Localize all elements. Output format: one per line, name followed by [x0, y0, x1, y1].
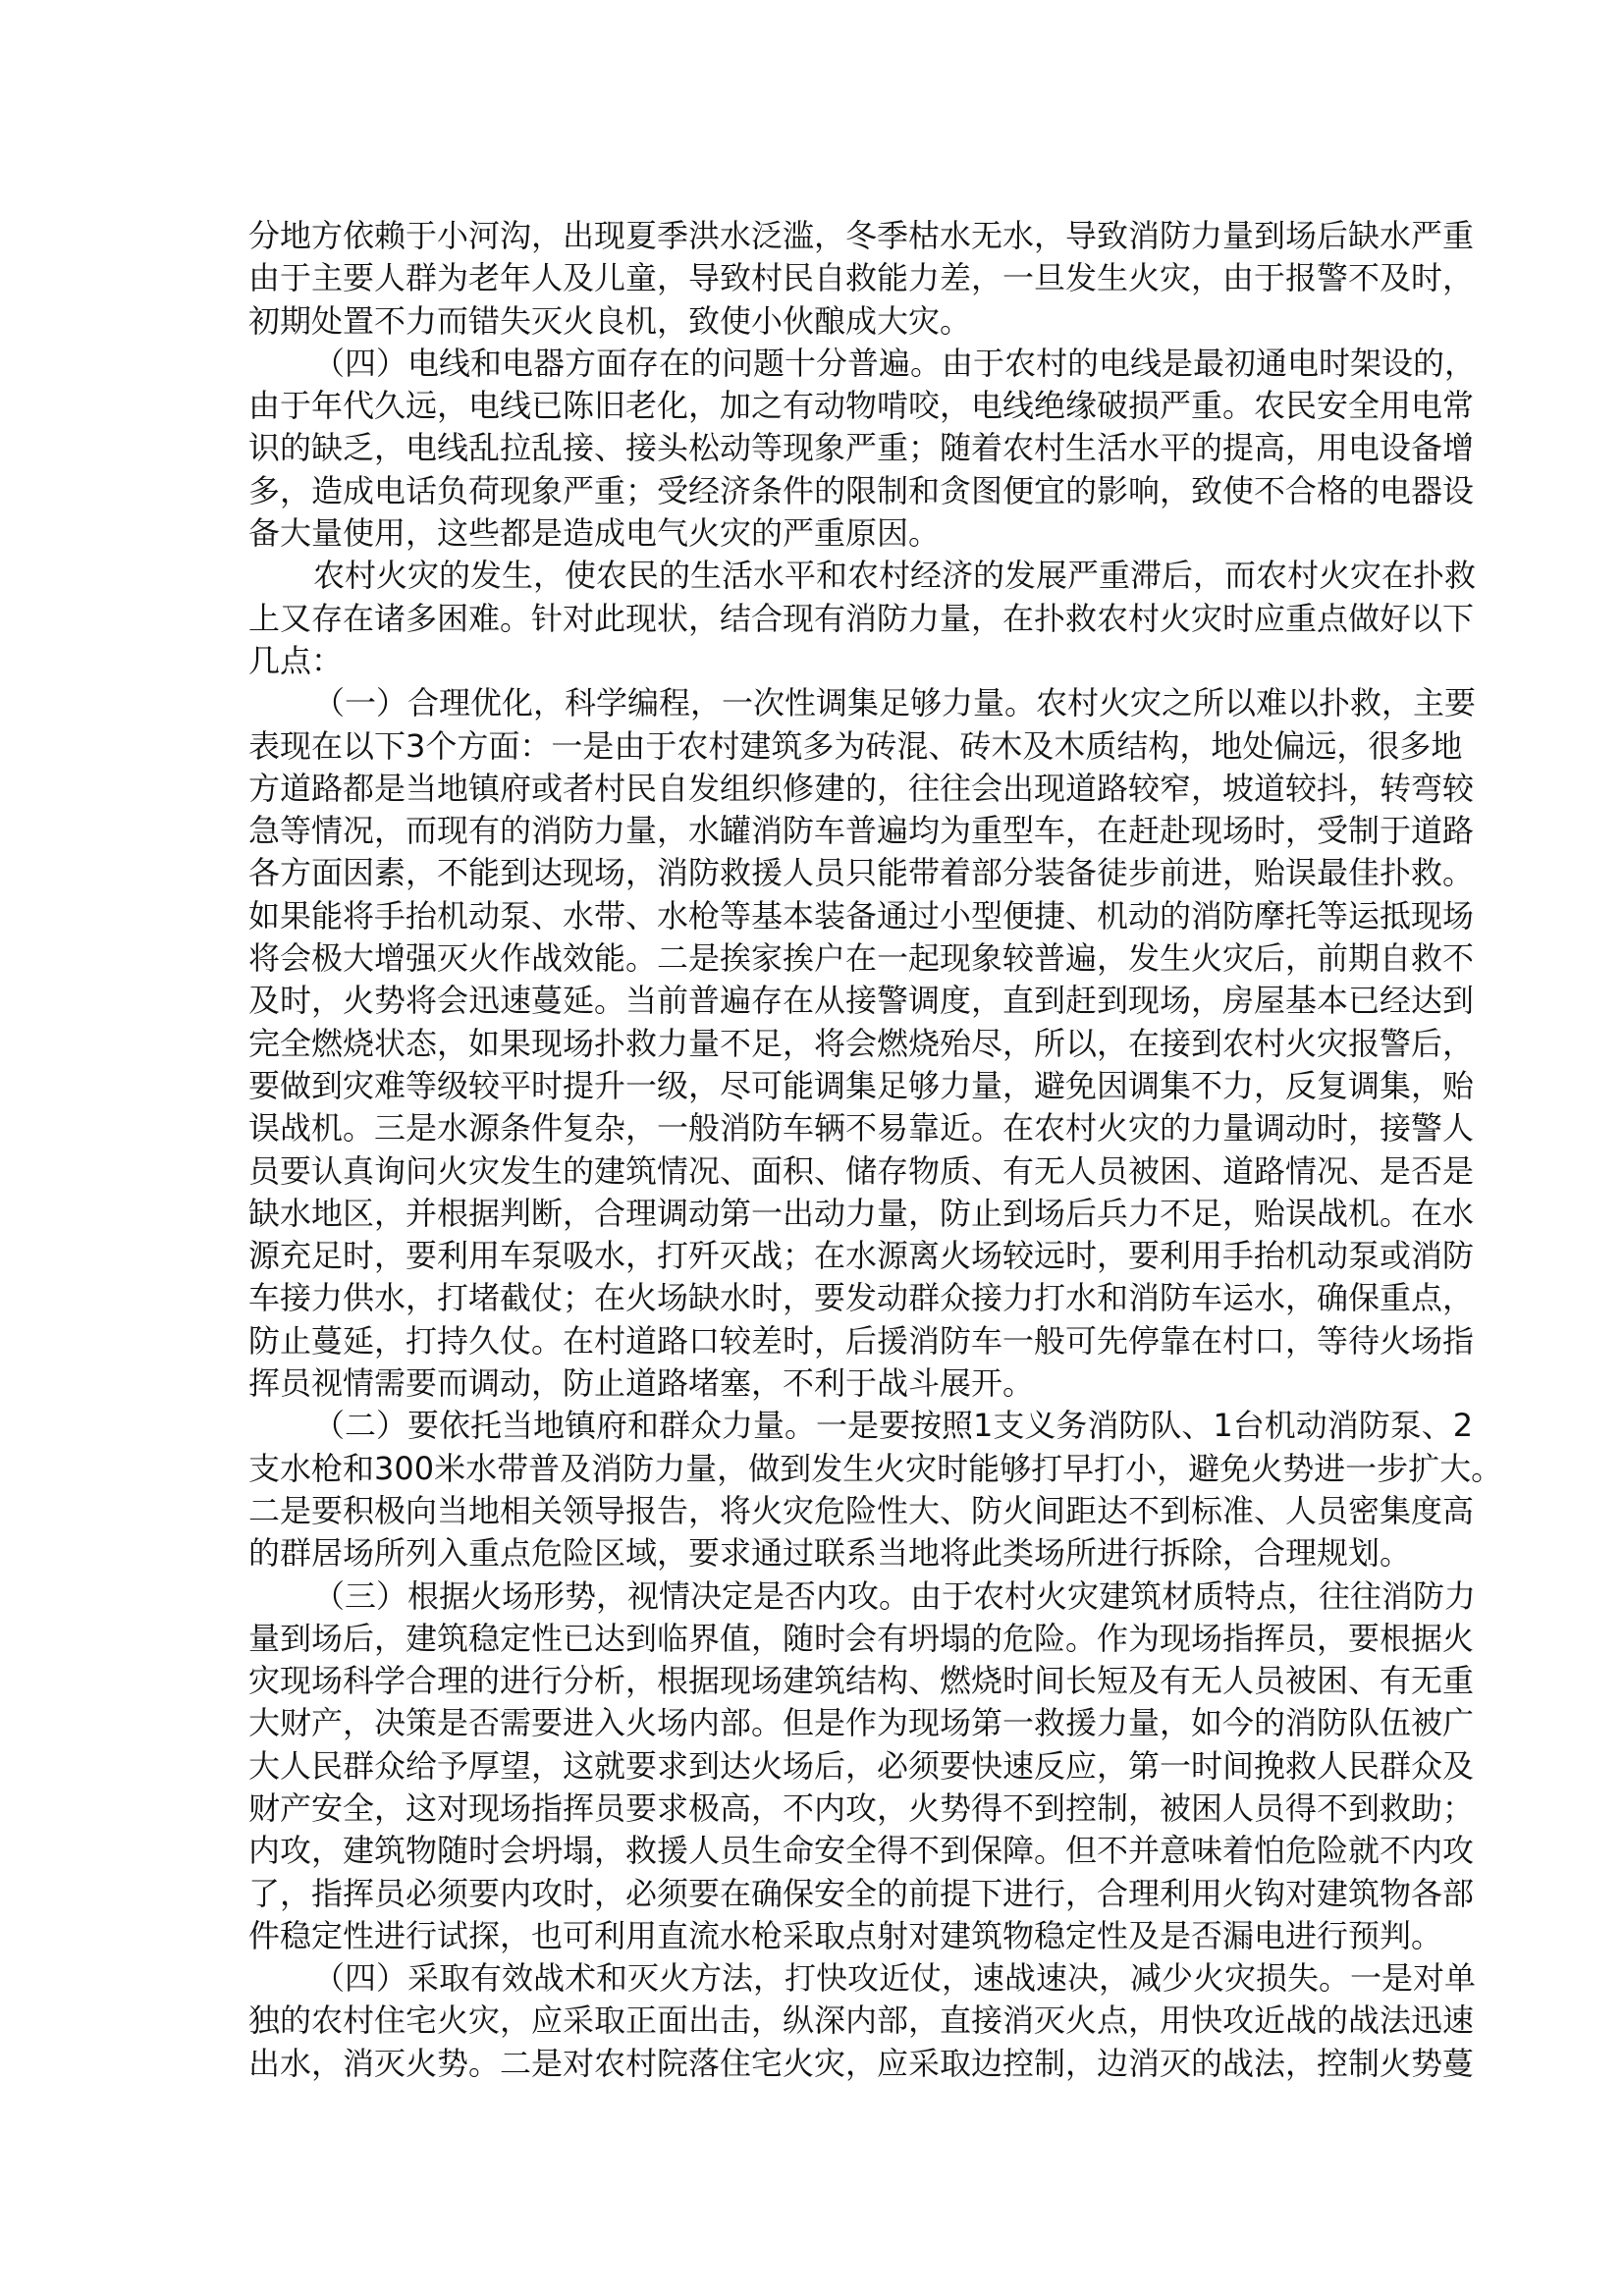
text-line: 识的缺乏，电线乱拉乱接、接头松动等现象严重；随着农村生活水平的提高，用电设备增	[248, 429, 1475, 467]
text-line: （四）电线和电器方面存在的问题十分普遍。由于农村的电线是最初通电时架设的，	[313, 344, 1477, 382]
text-line: 件稳定性进行试探，也可利用直流水枪采取点射对建筑物稳定性及是否漏电进行预判。	[248, 1916, 1443, 1954]
text-line: 出水，消灭火势。二是对农村院落住宅火灾，应采取边控制，边消灭的战法，控制火势蔓	[248, 2044, 1475, 2082]
text-line: 大财产，决策是否需要进入火场内部。但是作为现场第一救援力量，如今的消防队伍被广	[248, 1704, 1475, 1742]
paragraph	[248, 1405, 1503, 1575]
text-line: 量到场后，建筑稳定性已达到临界值，随时会有坍塌的危险。作为现场指挥员，要根据火	[248, 1619, 1475, 1657]
text-line: 由于年代久远，电线已陈旧老化，加之有动物啃咬，电线绝缘破损严重。农民安全用电常	[248, 387, 1475, 425]
document-body	[248, 215, 1503, 2085]
text-line: 将会极大增强灭火作战效能。二是挨家挨户在一起现象较普遍，发生火灾后，前期自救不	[248, 939, 1475, 978]
text-line: 车接力供水，打堵截仗；在火场缺水时，要发动群众接力打水和消防车运水，确保重点，	[248, 1279, 1475, 1317]
text-line: 几点：	[248, 641, 344, 679]
text-line: 大人民群众给予厚望，这就要求到达火场后，必须要快速反应，第一时间挽救人民群众及	[248, 1746, 1475, 1785]
text-line: 支水枪和300米水带普及消防力量，做到发生火灾时能够打早打小，避免火势进一步扩大。	[248, 1449, 1503, 1487]
paragraph	[248, 555, 1477, 682]
text-line: 及时，火势将会迅速蔓延。当前普遍存在从接警调度，直到赶到现场，房屋基本已经达到	[248, 982, 1475, 1020]
text-line: 表现在以下3个方面：一是由于农村建筑多为砖混、砖木及木质结构，地处偏远，很多地	[248, 726, 1463, 765]
text-line: 各方面因素，不能到达现场，消防救援人员只能带着部分装备徒步前进，贻误最佳扑救。	[248, 854, 1475, 892]
text-line: 分地方依赖于小河沟，出现夏季洪水泛滥，冬季枯水无水，导致消防力量到场后缺水严重	[248, 217, 1475, 254]
text-line: 农村火灾的发生，使农民的生活水平和农村经济的发展严重滞后，而农村火灾在扑救	[313, 557, 1477, 595]
text-line: 方道路都是当地镇府或者村民自发组织修建的，往往会出现道路较窄，坡道较抖，转弯较	[248, 769, 1475, 807]
text-line: 多，造成电话负荷现象严重；受经济条件的限制和贪图便宜的影响，致使不合格的电器设	[248, 471, 1475, 509]
text-line: 员要认真询问火灾发生的建筑情况、面积、储存物质、有无人员被困、道路情况、是否是	[248, 1151, 1475, 1190]
text-line: 要做到灾难等级较平时提升一级，尽可能调集足够力量，避免因调集不力，反复调集，贻	[248, 1066, 1475, 1104]
text-line: 源充足时，要利用车泵吸水，打歼灭战；在水源离火场较远时，要利用手抬机动泵或消防	[248, 1237, 1475, 1275]
text-line: 二是要积极向当地相关领导报告，将火灾危险性大、防火间距达不到标准、人员密集度高	[248, 1491, 1475, 1529]
text-line: 误战机。三是水源条件复杂，一般消防车辆不易靠近。在农村火灾的力量调动时，接警人	[248, 1109, 1475, 1148]
text-line: 防止蔓延，打持久仗。在村道路口较差时，后援消防车一般可先停靠在村口，等待火场指	[248, 1321, 1475, 1360]
text-line: 灾现场科学合理的进行分析，根据现场建筑结构、燃烧时间长短及有无人员被困、有无重	[248, 1662, 1475, 1700]
text-line: 急等情况，而现有的消防力量，水罐消防车普遍均为重型车，在赶赴现场时，受制于道路	[248, 812, 1475, 850]
text-line: 完全燃烧状态，如果现场扑救力量不足，将会燃烧殆尽，所以，在接到农村火灾报警后，	[248, 1024, 1475, 1062]
text-line: 上又存在诸多困难。针对此现状，结合现有消防力量，在扑救农村火灾时应重点做好以下	[248, 599, 1475, 637]
text-line: 了，指挥员必须要内攻时，必须要在确保安全的前提下进行，合理利用火钩对建筑物各部	[248, 1874, 1475, 1912]
text-line: （四）采取有效战术和灭火方法，打快攻近仗，速战速决，减少火灾损失。一是对单	[313, 1959, 1477, 1998]
paragraph	[248, 682, 1477, 1405]
text-line: 内攻，建筑物随时会坍塌，救援人员生命安全得不到保障。但不并意味着怕危险就不内攻	[248, 1832, 1475, 1870]
text-line: 财产安全，这对现场指挥员要求极高，不内攻，火势得不到控制，被困人员得不到救助；	[248, 1789, 1475, 1827]
text-line: 挥员视情需要而调动，防止道路堵塞，不利于战斗展开。	[248, 1364, 1035, 1403]
paragraph	[248, 1957, 1477, 2085]
text-line: 独的农村住宅火灾，应采取正面出击，纵深内部，直接消灭火点，用快攻近战的战法迅速	[248, 2002, 1475, 2040]
text-line: 初期处置不力而错失灭火良机，致使小伙酿成大灾。	[248, 301, 972, 340]
text-line: 缺水地区，并根据判断，合理调动第一出动力量，防止到场后兵力不足，贻误战机。在水	[248, 1194, 1475, 1232]
text-line: （三）根据火场形势，视情决定是否内攻。由于农村火灾建筑材质特点，往往消防力	[313, 1576, 1477, 1615]
paragraph	[248, 343, 1477, 555]
text-line: （二）要依托当地镇府和群众力量。一是要按照1支义务消防队、1台机动消防泵、2	[313, 1407, 1474, 1445]
paragraph	[248, 1575, 1477, 1958]
text-line: 备大量使用，这些都是造成电气火灾的严重原因。	[248, 514, 941, 553]
text-line: 由于主要人群为老年人及儿童，导致村民自救能力差，一旦发生火灾，由于报警不及时，	[248, 259, 1475, 297]
text-line: 如果能将手抬机动泵、水带、水枪等基本装备通过小型便捷、机动的消防摩托等运抵现场	[248, 896, 1475, 934]
paragraph	[248, 215, 1475, 343]
text-line: （一）合理优化，科学编程，一次性调集足够力量。农村火灾之所以难以扑救，主要	[313, 684, 1477, 722]
text-line: 的群居场所列入重点危险区域，要求通过联系当地将此类场所进行拆除，合理规划。	[248, 1534, 1412, 1573]
